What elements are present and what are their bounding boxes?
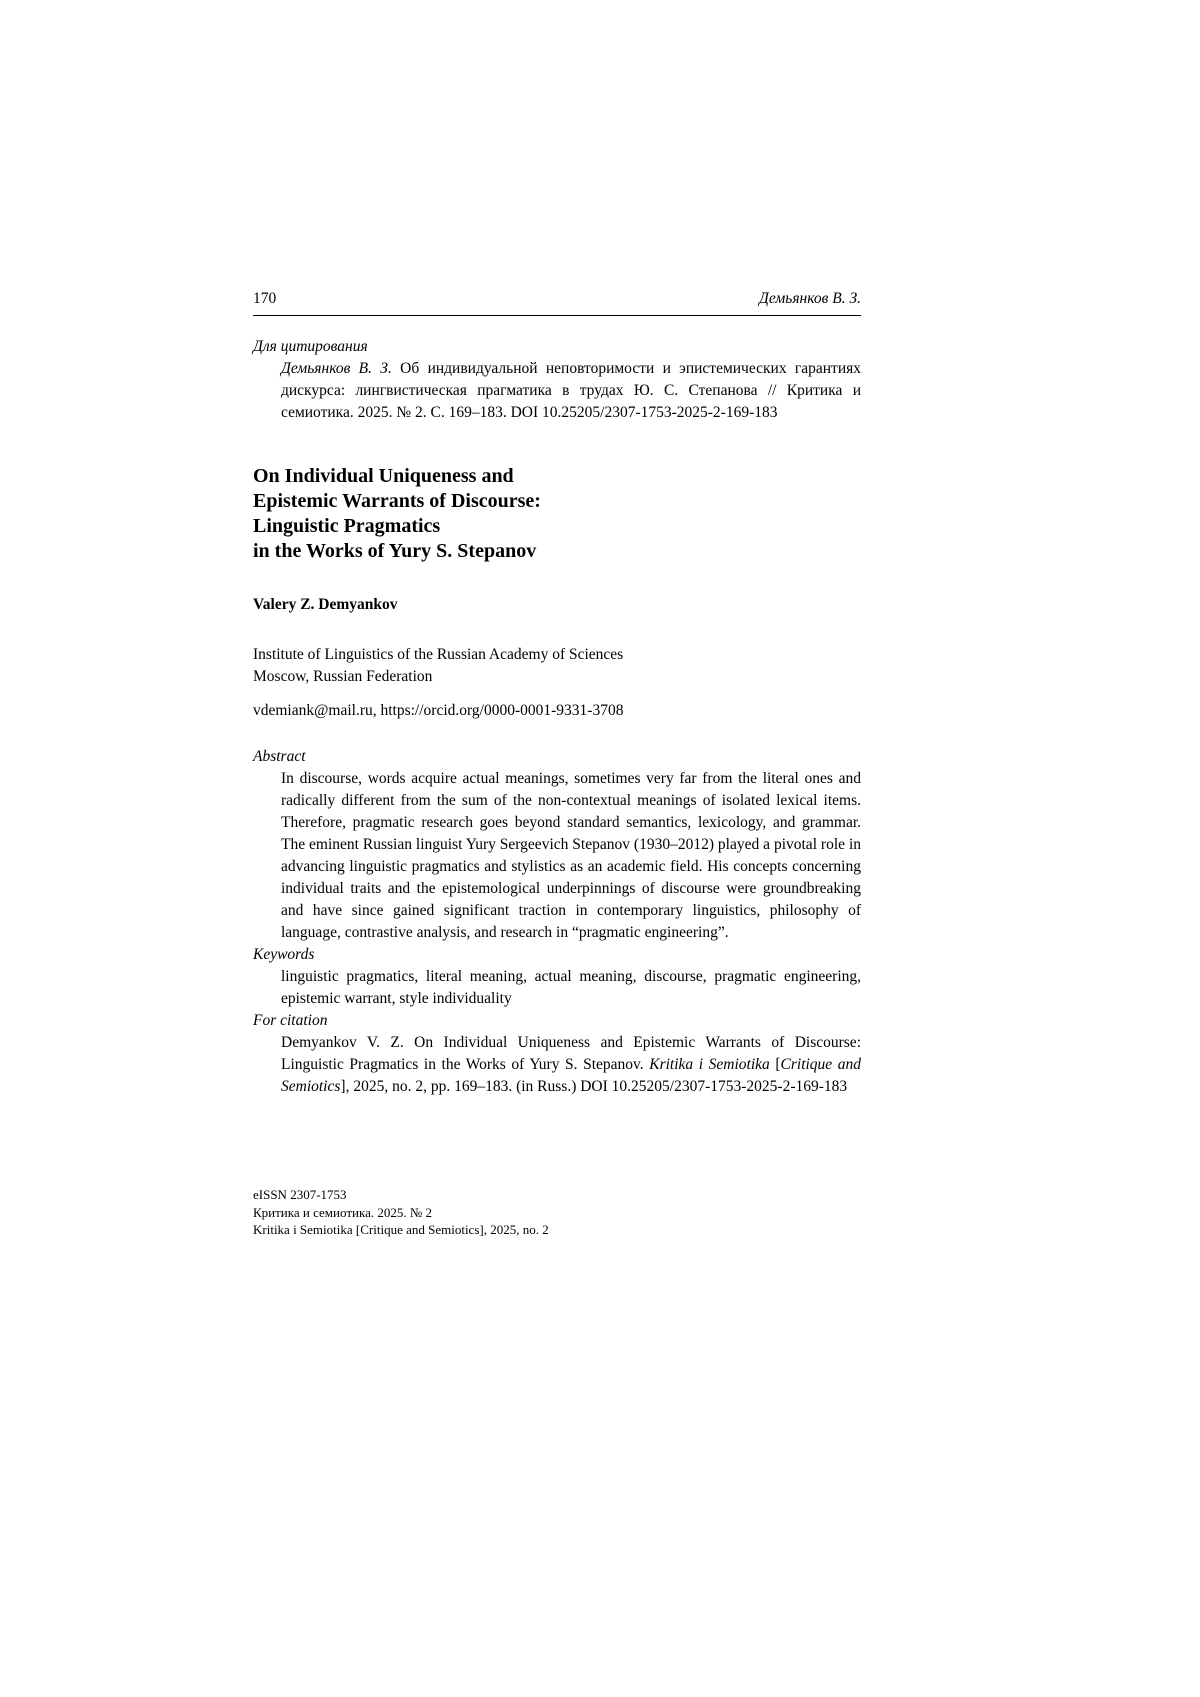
citation-ru-body: Об индивидуальной неповторимости и эпистемических гарантиях дискурса: лингвистическая прагматика в трудах Ю. С. Степанова // Критика и семиотика. 2025. № 2. С. 169–183. DOI 10.25205/2307-1753-2025-2-169-183 — [281, 360, 861, 421]
abstract-label: Abstract — [253, 748, 306, 765]
for-citation-journal-italic: Kritika i Semiotika — [649, 1056, 770, 1073]
author-name: Valery Z. Demyankov — [253, 596, 398, 613]
page-number: 170 — [253, 290, 277, 307]
footer-journal-ru: Критика и семиотика. 2025. № 2 — [253, 1204, 433, 1220]
page-footer — [253, 1186, 549, 1239]
keywords-paragraph: linguistic pragmatics, literal meaning, actual meaning, discourse, pragmatic engineering, epistemic warrant, style individuality — [281, 968, 861, 1007]
article-title-line: in the Works of Yury S. Stepanov — [253, 540, 537, 562]
running-head-author: Демьянков В. З. — [759, 290, 861, 307]
affiliation-institute: Institute of Linguistics of the Russian Academy of Sciences — [253, 646, 624, 663]
article-title-line: On Individual Uniqueness and — [253, 465, 514, 487]
page-content — [253, 290, 861, 1098]
for-citation-part2: [ — [769, 1056, 781, 1073]
for-citation-part3: ], 2025, no. 2, pp. 169–183. (in Russ.) DOI 10.25205/2307-1753-2025-2-169-183 — [340, 1078, 848, 1095]
citation-ru-paragraph — [281, 358, 861, 424]
for-citation-label: For citation — [253, 1012, 328, 1029]
footer-eissn: eISSN 2307-1753 — [253, 1187, 347, 1202]
abstract-paragraph: In discourse, words acquire actual meanings, sometimes very far from the literal ones and radically different from the sum of the non-contextual meanings of isolated lexical items. Therefore, pragmatic research goes beyond standard semantics, lexicology, and grammar. The eminent Russian linguist Yury Sergeevich Stepanov (1930–2012) played a pivotal role in advancing linguistic pragmatics and stylistics as an academic field. His concepts concerning individual traits and the epistemological underpinnings of discourse were groundbreaking and have since gained significant traction in contemporary linguistics, philosophy of language, contrastive analysis, and research in “pragmatic engineering”. — [281, 770, 861, 941]
for-citation-translation-italic: Critique and Semiotics — [281, 1056, 862, 1095]
keywords-label: Keywords — [253, 946, 315, 963]
citation-ru-label: Для цитирования — [253, 338, 368, 355]
footer-journal-en: Kritika i Semiotika [Critique and Semiotics], 2025, no. 2 — [253, 1222, 549, 1237]
article-title — [253, 464, 861, 564]
article-title-line: Epistemic Warrants of Discourse: — [253, 490, 541, 512]
for-citation-paragraph — [281, 1032, 861, 1098]
citation-ru-author: Демьянков В. З. — [281, 360, 401, 377]
affiliation-city: Moscow, Russian Federation — [253, 668, 433, 685]
affiliation — [253, 644, 861, 688]
for-citation-part1: Demyankov V. Z. On Individual Uniqueness and Epistemic Warrants of Discourse: Linguistic Pragmatics in the Works of Yury S. Stepanov. — [281, 1034, 861, 1073]
contact-line: vdemiank@mail.ru, https://orcid.org/0000-0001-9331-3708 — [253, 702, 624, 719]
running-header — [253, 290, 861, 316]
article-title-line: Linguistic Pragmatics — [253, 515, 441, 537]
